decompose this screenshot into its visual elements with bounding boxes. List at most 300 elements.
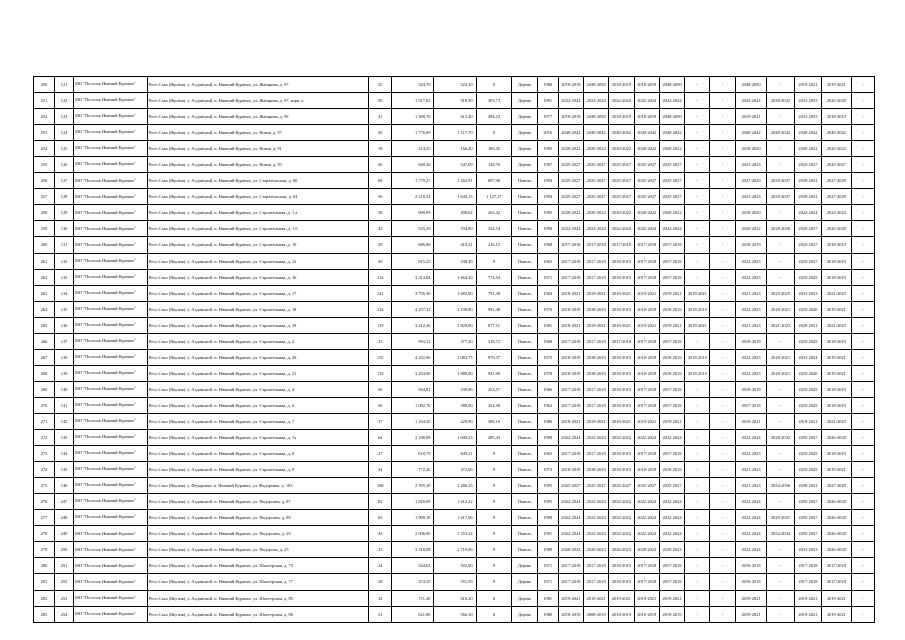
table-cell: 377,20 — [434, 333, 476, 349]
table-cell: 2020-2022 — [822, 141, 852, 157]
table-cell: - — [851, 173, 874, 189]
table-cell: 2018-2019 — [822, 109, 852, 125]
table-cell: 145 — [55, 462, 74, 478]
table-cell: 2020-2023 — [558, 542, 583, 558]
table-cell: 1991 — [537, 526, 558, 542]
table-cell: 2034-2036 — [767, 478, 794, 494]
table-cell: 2035-2037 — [767, 189, 794, 205]
table-cell: 2022-2025 — [735, 446, 767, 462]
table-cell: 2022-2024 — [634, 221, 659, 237]
table-cell: - — [767, 542, 794, 558]
table-cell: 2017-2018 — [735, 397, 767, 413]
table-cell: 2022-2024 — [634, 494, 659, 510]
table-cell: 2022-2024 — [609, 526, 634, 542]
table-cell: 2019-2021 — [794, 413, 821, 429]
table-cell: 2019-2021 — [558, 413, 583, 429]
table-cell: Панель — [512, 317, 537, 333]
table-row — [34, 269, 875, 285]
table-cell: 24 — [369, 558, 392, 574]
table-cell: - — [685, 606, 710, 622]
table-cell: 2020-2023 — [659, 542, 684, 558]
table-cell: 978,37 — [476, 349, 512, 365]
table-cell: Респ Саха (Якутия), у. Алданский, п. Нижний Куранах, ул. Строительная, д. 7 — [147, 413, 368, 429]
table-cell: 2019-2021 — [735, 413, 767, 429]
table-cell: 248 — [55, 510, 74, 526]
table-cell: 2035-2037 — [794, 526, 821, 542]
table-cell: 2017-2018 — [634, 397, 659, 413]
table-cell: 2025-2027 — [634, 189, 659, 205]
table-cell: Панель — [512, 189, 537, 205]
table-cell: 2017-2018 — [659, 237, 684, 253]
table-cell: - — [710, 109, 735, 125]
table-cell: 131 — [55, 237, 74, 253]
table-cell: - — [710, 446, 735, 462]
table-cell: 2018-2019 — [822, 253, 852, 269]
table-cell: Панель — [512, 494, 537, 510]
table-cell: МО "Поселок Нижний Куранах" — [74, 189, 148, 205]
table-cell: 34 — [369, 462, 392, 478]
table-cell: 2027-2029 — [822, 173, 852, 189]
table-cell: 2018-2019 — [609, 301, 634, 317]
table-cell: - — [710, 237, 735, 253]
table-cell: - — [710, 365, 735, 381]
table-cell: 146 — [55, 478, 74, 494]
table-cell: Респ Саха (Якутия), у. Федоровка, п. Нижний Куранах, ул. Федоровка, д. 103 — [147, 478, 368, 494]
table-cell: 303,73 — [476, 93, 512, 109]
table-cell: 2029-2031 — [767, 510, 794, 526]
table-cell: 2022-2024 — [609, 93, 634, 109]
table-cell: 0 — [476, 494, 512, 510]
table-cell: - — [710, 526, 735, 542]
table-cell: 2 083,75 — [434, 349, 476, 365]
table-cell: 2019-2021 — [659, 590, 684, 606]
table-cell: 2031-2034 — [794, 349, 821, 365]
table-cell: 263 — [34, 285, 55, 301]
table-cell: 30 — [369, 253, 392, 269]
table-cell: 1985 — [537, 141, 558, 157]
table-cell: Респ Саха (Якутия), у. Алданский, п. Нижний Куранах, ул. Шахтерская, д. 77 — [147, 574, 368, 590]
table-cell: 259 — [34, 221, 55, 237]
table-cell: 524,30 — [434, 77, 476, 93]
table-cell: 2025-2025 — [794, 381, 821, 397]
table-cell: - — [685, 237, 710, 253]
table-cell: - — [710, 349, 735, 365]
table-cell: 256 — [34, 173, 55, 189]
table-cell: 538,49 — [434, 253, 476, 269]
table-cell: Панель — [512, 173, 537, 189]
table-cell: - — [767, 574, 794, 590]
table-cell: Панель — [512, 526, 537, 542]
table-cell: 2018-2019 — [609, 462, 634, 478]
table-cell: 2017-2018 — [584, 381, 609, 397]
table-row — [34, 542, 875, 558]
table-cell: Респ Саха (Якутия), у. Алданский, п. Нижний Куранах, ул. Строительная, д. 19 — [147, 317, 368, 333]
table-cell: 2026-2028 — [822, 93, 852, 109]
table-cell: 2018-2019 — [609, 77, 634, 93]
table-cell: 2025-2027 — [822, 157, 852, 173]
table-cell: 4 257,32 — [392, 301, 434, 317]
table-cell: 56 — [369, 189, 392, 205]
table-cell: 900,09 — [392, 205, 434, 221]
table-cell: 2019-2021 — [822, 349, 852, 365]
table-cell: 1968 — [537, 237, 558, 253]
table-cell: Респ Саха (Якутия), у. Алданский, п. Нижний Куранах, ул. Строительная, д. 4 — [147, 381, 368, 397]
table-cell: 2022-2024 — [659, 430, 684, 446]
table-cell: МО "Поселок Нижний Куранах" — [74, 77, 148, 93]
table-cell: 2017-2018 — [659, 253, 684, 269]
table-cell: - — [710, 430, 735, 446]
table-cell: Респ Саха (Якутия), у. Алданский, п. Нижний Куранах, ул. Строительная, д. 16 — [147, 269, 368, 285]
table-cell: 135 — [55, 301, 74, 317]
table-cell: 2022-2024 — [659, 93, 684, 109]
table-cell: - — [851, 109, 874, 125]
table-cell: - — [767, 205, 794, 221]
table-cell: 2017-2018 — [634, 574, 659, 590]
table-cell: 2027-2029 — [822, 189, 852, 205]
table-cell: Респ Саха (Якутия), у. Алданский, п. Нижний Куранах, ул. Новая, д. 95 — [147, 157, 368, 173]
table-cell: 2025-2026 — [794, 365, 821, 381]
table-cell: 2021-2023 — [735, 189, 767, 205]
table-cell: 2018-2019 — [822, 237, 852, 253]
table-cell: 2019-2021 — [822, 590, 852, 606]
table-cell: 2019-2021 — [558, 285, 583, 301]
table-cell: 2022-2024 — [558, 221, 583, 237]
table-cell: 266 — [34, 333, 55, 349]
table-cell: 818,79 — [392, 446, 434, 462]
table-cell: 2022-2024 — [558, 526, 583, 542]
table-cell: 1 127,27 — [476, 189, 512, 205]
table-cell: 2021-2023 — [735, 462, 767, 478]
table-cell: 2017-2018 — [584, 574, 609, 590]
table-cell: Панель — [512, 349, 537, 365]
table-cell: - — [685, 494, 710, 510]
table-cell: 2019-2021 — [685, 317, 710, 333]
table-cell: 2025-2027 — [609, 157, 634, 173]
table-cell: - — [767, 333, 794, 349]
table-cell: 130 — [55, 221, 74, 237]
table-cell: 2022-2024 — [609, 494, 634, 510]
table-cell: 1971 — [537, 269, 558, 285]
table-cell: - — [767, 413, 794, 429]
table-cell: 2017-2018 — [584, 558, 609, 574]
table-cell: Дерево — [512, 157, 537, 173]
table-cell: 2018-2019 — [685, 301, 710, 317]
table-cell: 2017-2018 — [609, 237, 634, 253]
table-cell: - — [767, 141, 794, 157]
table-cell: - — [710, 590, 735, 606]
table-cell: 2018-2021 — [767, 349, 794, 365]
table-cell: 494,23 — [476, 109, 512, 125]
table-cell: 3 318,08 — [392, 542, 434, 558]
table-cell: 334,54 — [476, 221, 512, 237]
table-cell: 2048-2050 — [584, 77, 609, 93]
table-cell: 2018-2019 — [685, 349, 710, 365]
table-cell: 2025-2027 — [659, 478, 684, 494]
table-cell: 711,40 — [392, 590, 434, 606]
table-cell: 1990 — [537, 221, 558, 237]
table-cell: 2019-2021 — [584, 285, 609, 301]
table-cell: 2022-2024 — [558, 494, 583, 510]
table-cell: - — [710, 189, 735, 205]
table-cell: 2022-2024 — [584, 93, 609, 109]
table-cell: 2022-2024 — [609, 510, 634, 526]
table-row — [34, 221, 875, 237]
table-cell: 2022-2024 — [584, 221, 609, 237]
table-cell: 1995 — [537, 494, 558, 510]
table-cell: 2019-2021 — [735, 109, 767, 125]
table-cell: Респ Саха (Якутия), у. Алданский, п. Нижний Куранах, ул. Строительная, д. 9 — [147, 462, 368, 478]
table-cell: 38 — [369, 205, 392, 221]
table-cell: 2 595,10 — [392, 478, 434, 494]
table-cell: Дерево — [512, 125, 537, 141]
table-cell: 2018-2019 — [634, 606, 659, 622]
table-cell: 2022-2024 — [558, 430, 583, 446]
table-cell: 2017-2018 — [558, 446, 583, 462]
table-cell: 2021-2023 — [735, 317, 767, 333]
table-cell: 2019-2021 — [659, 285, 684, 301]
table-cell: 2020-2022 — [659, 141, 684, 157]
table-cell: 2018-2019 — [609, 349, 634, 365]
table-cell: Респ Саха (Якутия), у. Алданский, п. Нижний Куранах, ул. Федоровка, д. 29 — [147, 526, 368, 542]
table-cell: 2019-2021 — [558, 317, 583, 333]
table-cell: 64 — [369, 430, 392, 446]
table-cell: 2022-2024 — [609, 221, 634, 237]
table-cell: 2025-2026 — [794, 301, 821, 317]
table-cell: 2022-2024 — [659, 526, 684, 542]
table-cell: 607,90 — [476, 173, 512, 189]
table-cell: 144 — [55, 446, 74, 462]
table-cell: - — [710, 606, 735, 622]
table-cell: 2022-2024 — [609, 430, 634, 446]
table-cell: 125 — [55, 141, 74, 157]
table-cell: 2022-2024 — [794, 205, 821, 221]
table-cell: 1988 — [537, 542, 558, 558]
table-cell: 2040-2042 — [659, 125, 684, 141]
table-cell: Дерево — [512, 590, 537, 606]
table-cell: 2022-2025 — [735, 269, 767, 285]
table-cell: Панель — [512, 285, 537, 301]
table-cell: 250 — [34, 77, 55, 93]
table-cell: 2020-2022 — [584, 141, 609, 157]
table-cell: МО "Поселок Нижний Куранах" — [74, 430, 148, 446]
table-cell: - — [710, 77, 735, 93]
table-cell: 2025-2025 — [794, 333, 821, 349]
table-cell: Респ Саха (Якутия), у. Алданский, п. Нижний Куранах, ул. Шахтерская, д. 85 — [147, 590, 368, 606]
table-cell: 25 — [369, 77, 392, 93]
table-row — [34, 606, 875, 622]
table-cell: 271 — [34, 413, 55, 429]
table-cell: 2040-2042 — [735, 125, 767, 141]
table-cell: 2039-2041 — [794, 478, 821, 494]
table-cell: - — [710, 253, 735, 269]
table-cell: 2020-2022 — [584, 205, 609, 221]
table-cell: 2018-2019 — [584, 462, 609, 478]
table-cell: 2 006,90 — [392, 526, 434, 542]
table-cell: 649,21 — [434, 446, 476, 462]
table-cell: - — [710, 269, 735, 285]
table-cell: - — [767, 157, 794, 173]
table-cell: 1971 — [537, 558, 558, 574]
table-cell: 2025-2027 — [659, 173, 684, 189]
table-cell: Дерево — [512, 77, 537, 93]
table-cell: 472,66 — [434, 462, 476, 478]
table-cell: 2022-2024 — [822, 205, 852, 221]
table-cell: 2017-2018 — [558, 269, 583, 285]
table-cell: 82 — [369, 494, 392, 510]
table-row — [34, 397, 875, 413]
table-row — [34, 446, 875, 462]
table-cell: 258 — [34, 205, 55, 221]
table-row — [34, 413, 875, 429]
table-cell: 2031-2033 — [794, 542, 821, 558]
table-cell: 547,09 — [434, 157, 476, 173]
table-cell: 2040-2042 — [634, 125, 659, 141]
table-cell: - — [685, 574, 710, 590]
table-row — [34, 253, 875, 269]
table-cell: 254 — [34, 141, 55, 157]
table-cell: 2026-2028 — [822, 430, 852, 446]
table-cell: Респ Саха (Якутия), у. Алданский, п. Нижний Куранах, ул. Жатарная, д. 99 — [147, 109, 368, 125]
table-cell: 2026-2028 — [822, 526, 852, 542]
table-cell: 280 — [34, 558, 55, 574]
table-cell: 2019-2021 — [584, 317, 609, 333]
table-cell: 414,25 — [392, 141, 434, 157]
table-row — [34, 462, 875, 478]
table-cell: 2022-2024 — [735, 494, 767, 510]
table-cell: 1990 — [537, 430, 558, 446]
table-cell: 272 — [34, 430, 55, 446]
table-cell: 251 — [34, 93, 55, 109]
table-row — [34, 125, 875, 141]
table-cell: 993,32 — [392, 333, 434, 349]
table-cell: 2040-2042 — [822, 125, 852, 141]
table-cell: 2018-2019 — [735, 237, 767, 253]
table-cell: 2018-2019 — [584, 349, 609, 365]
table-cell: - — [710, 221, 735, 237]
table-cell: Респ Саха (Якутия), у. Алданский, п. Нижний Куранах, ул. Строительная, д. 20 — [147, 349, 368, 365]
table-cell: 2 218,54 — [392, 189, 434, 205]
table-cell: 1971 — [537, 574, 558, 590]
table-cell: - — [685, 77, 710, 93]
table-row — [34, 333, 875, 349]
table-cell: 58 — [369, 93, 392, 109]
table-cell: 124 — [55, 125, 74, 141]
table-cell: - — [851, 542, 874, 558]
table-cell: 252 — [55, 574, 74, 590]
table-cell: 498,62 — [434, 205, 476, 221]
table-cell: МО "Поселок Нижний Куранах" — [74, 253, 148, 269]
table-cell: 2017-2018 — [794, 574, 821, 590]
table-cell: 254 — [55, 606, 74, 622]
table-cell: 2017-2018 — [659, 381, 684, 397]
table-cell: МО "Поселок Нижний Куранах" — [74, 526, 148, 542]
table-cell: 2016-2018 — [735, 558, 767, 574]
table-cell: 2025-2027 — [794, 253, 821, 269]
table-cell: - — [685, 125, 710, 141]
table-cell: 1994 — [537, 173, 558, 189]
table-cell: 216,15 — [476, 237, 512, 253]
table-cell: 26 — [369, 381, 392, 397]
table-cell: 129 — [55, 205, 74, 221]
table-cell: 918,50 — [434, 93, 476, 109]
table-row — [34, 141, 875, 157]
table-cell: 2017-2018 — [558, 381, 583, 397]
table-cell: - — [851, 365, 874, 381]
table-cell: 2019-2021 — [609, 285, 634, 301]
table-cell: Респ Саха (Якутия), у. Алданский, п. Нижний Куранах, ул. Строительная, д. 8 — [147, 446, 368, 462]
table-cell: 2022-2024 — [659, 221, 684, 237]
table-cell: - — [851, 494, 874, 510]
table-cell: Респ Саха (Якутия), у. Алданский, п. Нижний Куранах, ул. Строительная, д. 6 — [147, 397, 368, 413]
table-cell: 2019-2021 — [822, 365, 852, 381]
table-cell: 2022-2024 — [558, 93, 583, 109]
table-cell: - — [851, 253, 874, 269]
table-cell: 1994 — [537, 189, 558, 205]
table-cell: 270 — [34, 397, 55, 413]
table-cell: 160,45 — [476, 141, 512, 157]
table-cell: 2048-2050 — [659, 109, 684, 125]
table-cell: 285,43 — [476, 430, 512, 446]
table-cell: МО "Поселок Нижний Куранах" — [74, 221, 148, 237]
table-cell: - — [851, 413, 874, 429]
table-cell: 2017-2018 — [584, 237, 609, 253]
table-cell: 261 — [34, 253, 55, 269]
table-cell: 588,00 — [434, 397, 476, 413]
table-cell: 2018-2019 — [584, 365, 609, 381]
table-cell: 2019-2021 — [659, 317, 684, 333]
table-cell: - — [767, 253, 794, 269]
table-cell: 2025-2025 — [794, 269, 821, 285]
table-row — [34, 478, 875, 494]
table-cell: Респ Саха (Якутия), у. Алданский, п. Нижний Куранах, ул. Строительная, д. 2 — [147, 333, 368, 349]
table-cell: 2025-2027 — [584, 478, 609, 494]
table-cell: 2020-2022 — [558, 205, 583, 221]
table-cell: МО "Поселок Нижний Куранах" — [74, 141, 148, 157]
table-cell: 2021-2023 — [735, 157, 767, 173]
table-cell: 2019-2021 — [822, 301, 852, 317]
table-cell: 133 — [55, 269, 74, 285]
table-cell: 2035-2037 — [794, 494, 821, 510]
table-cell: МО "Поселок Нижний Куранах" — [74, 606, 148, 622]
table-cell: Панель — [512, 446, 537, 462]
table-cell: 2017-2018 — [558, 558, 583, 574]
table-cell: - — [767, 269, 794, 285]
table-cell: 23 — [369, 333, 392, 349]
table-cell: - — [851, 205, 874, 221]
table-cell: - — [851, 93, 874, 109]
table-cell: - — [710, 333, 735, 349]
table-cell: 0 — [476, 125, 512, 141]
table-cell: 0 — [476, 574, 512, 590]
table-cell: 135 — [369, 349, 392, 365]
table-cell: 2017-2018 — [584, 333, 609, 349]
table-row — [34, 494, 875, 510]
table-cell: 2018-2019 — [822, 381, 852, 397]
table-cell: 1973 — [537, 462, 558, 478]
table-cell: 2017-2018 — [584, 253, 609, 269]
table-cell: 27 — [369, 446, 392, 462]
table-cell: 2026-2028 — [822, 494, 852, 510]
table-cell: 123 — [55, 109, 74, 125]
table-cell: 21 — [369, 606, 392, 622]
table-cell: 68 — [369, 173, 392, 189]
table-cell: 1 300,70 — [392, 109, 434, 125]
table-cell: - — [851, 269, 874, 285]
table-cell: 2022-2024 — [634, 510, 659, 526]
table-cell: МО "Поселок Нижний Куранах" — [74, 365, 148, 381]
table-cell: 2019-2021 — [584, 413, 609, 429]
table-cell: МО "Поселок Нижний Куранах" — [74, 462, 148, 478]
